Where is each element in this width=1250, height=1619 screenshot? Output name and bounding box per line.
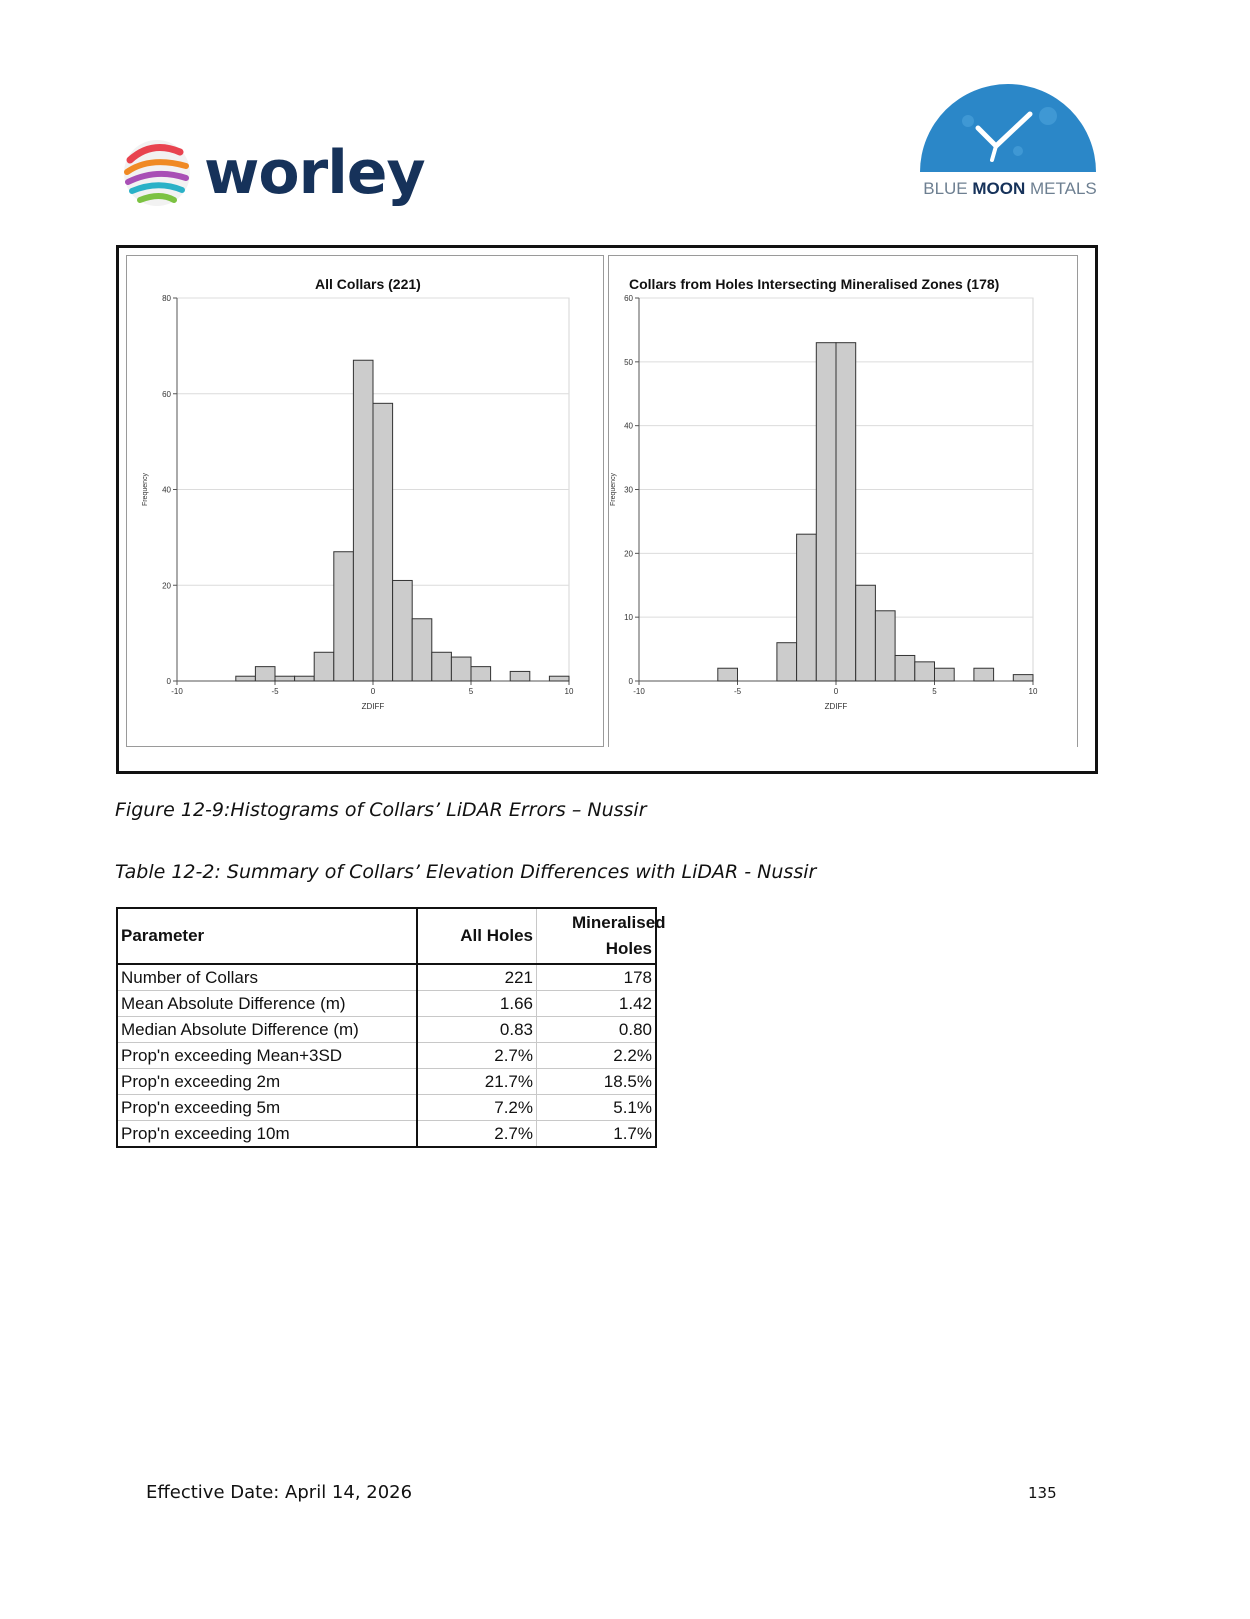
table-cell: 0.83 xyxy=(417,1017,537,1043)
histogram-bar xyxy=(295,676,315,681)
table-header-row xyxy=(117,908,656,964)
effective-date: Effective Date: April 14, 2026 xyxy=(146,1482,413,1503)
y-tick-label: 50 xyxy=(624,357,633,367)
table-cell: 5.1% xyxy=(537,1095,657,1121)
header-cell: All Holes xyxy=(417,908,537,964)
histogram-bar xyxy=(314,652,334,681)
histogram-bar xyxy=(797,534,817,681)
table-row xyxy=(117,1017,656,1043)
table-caption: Table 12-2: Summary of Collars’ Elevation Differences with LiDAR - Nussir xyxy=(115,861,817,883)
table-cell: 1.7% xyxy=(537,1121,657,1148)
x-tick-label: 5 xyxy=(932,687,937,696)
histogram-panel-mineralised xyxy=(608,255,1078,747)
header-cell xyxy=(537,908,666,964)
y-tick-label: 80 xyxy=(162,294,171,303)
worley-wordmark: worley xyxy=(204,138,425,208)
histogram-bar xyxy=(1013,675,1033,681)
table-cell: 1.66 xyxy=(417,991,537,1017)
table-cell: 2.7% xyxy=(417,1121,537,1148)
table-cell: 0.80 xyxy=(537,1017,657,1043)
y-tick-label: 60 xyxy=(162,389,171,399)
header-cell: Parameter xyxy=(117,908,417,964)
y-tick-label: 40 xyxy=(624,421,633,431)
y-tick-label: 60 xyxy=(624,294,633,303)
table-cell: 18.5% xyxy=(537,1069,657,1095)
x-tick-label: 5 xyxy=(468,687,474,696)
histogram-bar xyxy=(255,667,275,681)
table-cell: 2.7% xyxy=(417,1043,537,1069)
y-tick-label: 40 xyxy=(162,485,171,495)
histogram-bar xyxy=(718,668,738,681)
chart-title: Collars from Holes Intersecting Mineralised Zones (178) xyxy=(629,276,1000,292)
histogram-panel-all-collars xyxy=(126,255,604,747)
histogram-bar xyxy=(471,667,491,681)
y-tick-label: 20 xyxy=(624,549,633,559)
table-row xyxy=(117,1095,656,1121)
x-axis-label: ZDIFF xyxy=(361,702,385,711)
table-row xyxy=(117,964,656,991)
table-cell: 7.2% xyxy=(417,1095,537,1121)
x-tick-label: -10 xyxy=(171,687,183,696)
x-tick-label: -5 xyxy=(733,687,742,696)
histogram-bar xyxy=(510,671,530,681)
table-cell: Prop'n exceeding Mean+3SD xyxy=(117,1043,417,1069)
histogram-chart-all-collars xyxy=(127,256,603,746)
table-cell: 21.7% xyxy=(417,1069,537,1095)
x-tick-label: 0 xyxy=(833,687,839,696)
x-tick-label: -5 xyxy=(271,687,279,696)
histogram-bar xyxy=(974,668,994,681)
table-cell: Number of Collars xyxy=(117,964,417,991)
table-row xyxy=(117,1069,656,1095)
histogram-bar xyxy=(334,552,354,681)
histogram-bar xyxy=(373,403,393,681)
table-cell: Median Absolute Difference (m) xyxy=(117,1017,417,1043)
histogram-bar xyxy=(856,585,876,681)
histogram-bar xyxy=(915,662,935,681)
y-tick-label: 20 xyxy=(162,581,171,591)
blue-moon-metals-wordmark: BLUE MOON METALS xyxy=(923,179,1097,198)
histogram-chart-mineralised xyxy=(609,256,1077,746)
histogram-bar xyxy=(275,676,295,681)
y-tick-label: 0 xyxy=(166,677,171,686)
table-cell: Mean Absolute Difference (m) xyxy=(117,991,417,1017)
summary-table xyxy=(116,907,666,1148)
histogram-bar xyxy=(875,611,895,681)
histogram-bar xyxy=(816,343,836,681)
table-cell: 221 xyxy=(417,964,537,991)
x-tick-label: -10 xyxy=(633,687,645,696)
y-tick-label: 10 xyxy=(624,613,633,623)
histogram-bar xyxy=(836,343,856,681)
table-cell: 178 xyxy=(537,964,657,991)
x-axis-label: ZDIFF xyxy=(824,702,848,711)
histogram-bar xyxy=(353,360,373,681)
histogram-bar xyxy=(236,676,256,681)
table-cell: Prop'n exceeding 10m xyxy=(117,1121,417,1148)
histogram-bar xyxy=(432,652,452,681)
table-cell: Prop'n exceeding 5m xyxy=(117,1095,417,1121)
worley-logo xyxy=(122,133,432,213)
header-cell-text: Mineralised Holes xyxy=(572,913,666,958)
blue-moon-metals-logo xyxy=(908,76,1108,202)
histogram-bar xyxy=(935,668,955,681)
x-tick-label: 10 xyxy=(1028,687,1038,696)
histogram-bar xyxy=(412,619,432,681)
y-tick-label: 30 xyxy=(624,485,633,495)
histogram-bar xyxy=(451,657,471,681)
y-axis-label: Frequency xyxy=(142,472,149,507)
y-tick-label: 0 xyxy=(628,677,633,686)
worley-swirl-globe-icon xyxy=(122,138,192,208)
table-cell: 2.2% xyxy=(537,1043,657,1069)
table-row xyxy=(117,1043,656,1069)
page-number: 135 xyxy=(1028,1484,1057,1502)
histogram-bar xyxy=(777,643,797,681)
table-row xyxy=(117,1121,656,1148)
table-cell: 1.42 xyxy=(537,991,657,1017)
x-tick-label: 10 xyxy=(564,687,574,696)
blue-moon-emblem-icon xyxy=(908,76,1108,176)
x-tick-label: 0 xyxy=(370,687,376,696)
table-row xyxy=(117,991,656,1017)
table-cell: Prop'n exceeding 2m xyxy=(117,1069,417,1095)
histogram-bar xyxy=(393,580,413,681)
chart-title: All Collars (221) xyxy=(315,276,421,292)
figure-caption: Figure 12-9:Histograms of Collars’ LiDAR Errors – Nussir xyxy=(115,799,647,821)
histogram-bar xyxy=(549,676,569,681)
y-axis-label: Frequency xyxy=(610,472,617,507)
histogram-bar xyxy=(895,655,915,681)
